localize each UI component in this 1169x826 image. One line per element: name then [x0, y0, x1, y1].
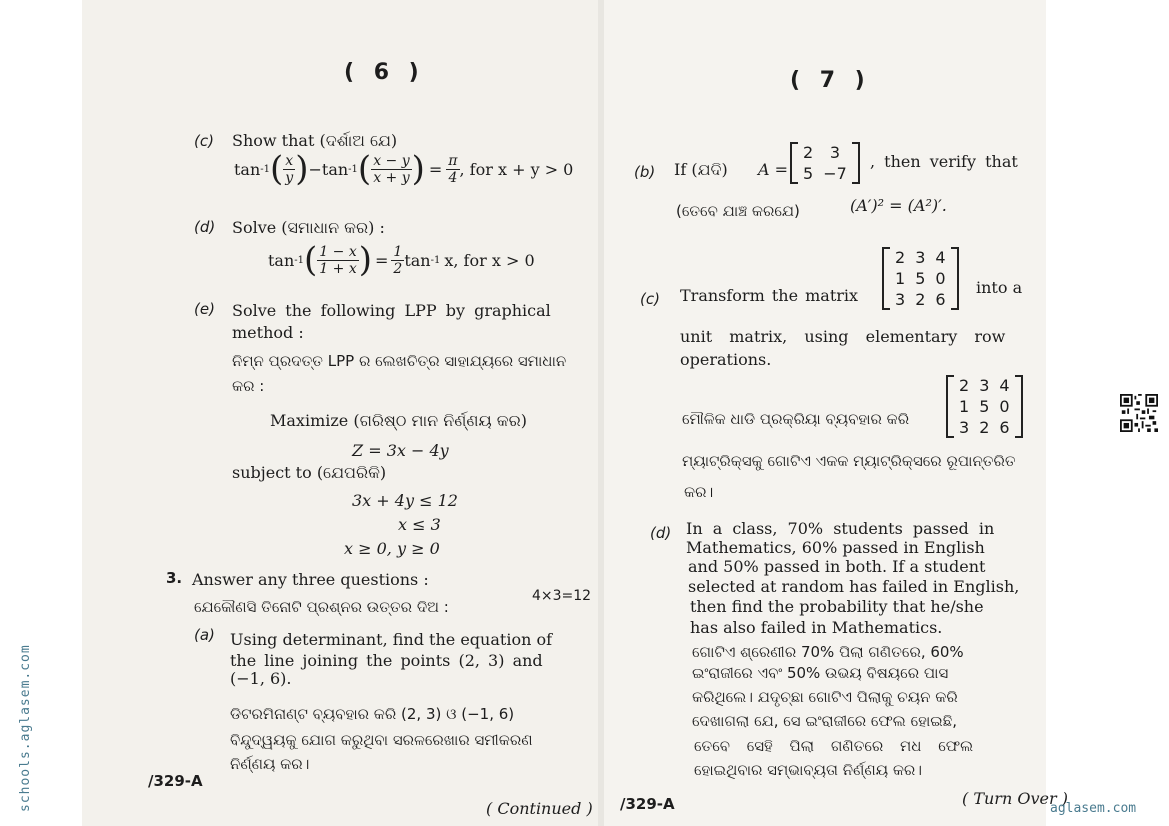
page-number: ( 6 )	[344, 60, 425, 85]
paper-code: /329-A	[148, 772, 203, 790]
question-label: (c)	[194, 132, 214, 150]
qr-code-icon	[1120, 394, 1158, 432]
question-label: (d)	[194, 218, 216, 236]
question-text: Solve the following LPP by graphical	[232, 301, 551, 320]
matrix-name: A =	[758, 160, 789, 179]
question-text: selected at random has failed in English,	[688, 577, 1020, 596]
watermark-bottom: aglasem.com	[1050, 801, 1137, 816]
odia-text: ମ୍ୟାଟ୍ରିକ୍ସକୁ ଗୋଟିଏ ଏକକ ମ୍ୟାଟ୍ରିକ୍ସରେ ରୂପାନ୍ତରିତ	[682, 452, 1016, 470]
odia-text: ଇଂରାଜୀରେ ଏବଂ 50% ଉଭୟ ବିଷୟରେ ପାସ	[692, 664, 949, 682]
question-text: If (ଯଦି)	[674, 160, 728, 179]
odia-text: କର।	[684, 483, 714, 501]
maximize-text: Maximize (ଗରିଷ୍ଠ ମାନ ନିର୍ଣ୍ଣୟ କର)	[270, 411, 527, 430]
odia-text: କରିଥିଲେ। ଯଦୃଚ୍ଛା ଗୋଟିଏ ପିଲାକୁ ଚୟନ କରି	[692, 688, 958, 706]
question-text: Transform the matrix	[680, 286, 859, 305]
constraint: x ≥ 0, y ≥ 0	[344, 539, 440, 558]
odia-text: ନିର୍ଣ୍ଣୟ କର।	[230, 755, 310, 773]
question-number: 3.	[166, 569, 183, 587]
turn-over-text: ( Turn Over )	[962, 789, 1068, 808]
subject-to: subject to (ଯେପରିକି)	[232, 463, 387, 482]
question-label: (b)	[634, 163, 656, 181]
odia-text: ଡିଟରମିନାଣ୍ଟ ବ୍ୟବହାର କରି (2, 3) ଓ (−1, 6)	[230, 705, 515, 723]
odia-text: ନିମ୍ନ ପ୍ରଦତ୍ତ LPP ର ଲେଖଚିତ୍ର ସାହାଯ୍ୟରେ ସମାଧାନ	[232, 352, 567, 370]
odia-text: ତେବେ ସେହି ପିଲା ଗଣିତରେ ମଧ ଫେଲ	[694, 737, 974, 755]
matrix-a: 2 3 5 −7	[790, 142, 860, 184]
watermark-side: schools.aglasem.com	[18, 644, 33, 812]
right-page	[604, 0, 1068, 826]
matrix-transform-odia: 2 3 4 1 5 0 3 2 6	[946, 375, 1023, 438]
odia-text: ଗୋଟିଏ ଶ୍ରେଣୀର 70% ପିଲା ଗଣିତରେ, 60%	[692, 643, 964, 661]
equation-c: tan -1 ( $\frac{x}{y}$ ) −tan -1 ( $\frac{x - y}{x + y}$ ) = $\frac{\pi}{4}$ , for x + y > 0	[234, 149, 574, 189]
continued-text: ( Continued )	[486, 799, 593, 818]
question-text: method :	[232, 323, 304, 342]
question-text: Mathematics, 60% passed in English	[686, 538, 985, 557]
equation-d: tan -1 ( $\frac{1 - x}{1 + x}$ ) = $\frac{1}{2}$ tan -1 x, for x > 0	[268, 240, 535, 280]
question-label: (e)	[194, 300, 215, 318]
question-text: Using determinant, find the equation of	[230, 630, 553, 649]
odia-text: ହୋଇଥିବାର ସମ୍ଭାବ୍ୟତା ନିର୍ଣ୍ଣୟ କର।	[694, 761, 923, 779]
constraint: 3x + 4y ≤ 12	[352, 491, 458, 510]
question-text: Answer any three questions :	[192, 570, 429, 589]
odia-text: (ତେବେ ଯାଞ୍ଚ କରଯେ)	[676, 202, 800, 220]
odia-text: ଯେକୌଣସି ତିନୋଟି ପ୍ରଶ୍ନର ଉତ୍ତର ଦିଅ :	[194, 598, 449, 616]
constraint: x ≤ 3	[398, 515, 441, 534]
question-text: has also failed in Mathematics.	[690, 618, 943, 637]
page-number: ( 7 )	[790, 68, 871, 93]
question-text: the line joining the points (2, 3) and	[230, 651, 543, 670]
question-label: (d)	[650, 524, 672, 542]
question-text: Show that (ଦର୍ଶାଅ ଯେ)	[232, 131, 398, 150]
question-text: (−1, 6).	[230, 669, 292, 688]
odia-text: ମୌଳିକ ଧାଡି ପ୍ରକ୍ରିୟା ବ୍ୟବହାର କରି	[682, 410, 910, 428]
question-text: In a class, 70% students passed in	[686, 519, 995, 538]
question-label: (a)	[194, 626, 215, 644]
marks: 4×3=12	[532, 588, 592, 604]
question-text: , then verify that	[870, 152, 1018, 171]
question-text: unit matrix, using elementary row	[680, 327, 1006, 346]
odia-text: ବିନ୍ଦୁଦ୍ୱୟକୁ ଯୋଗ କରୁଥିବା ସରଳରେଖାର ସମୀକରଣ	[230, 731, 533, 749]
odia-text: କର :	[232, 377, 265, 395]
formula: (A′)² = (A²)′.	[850, 196, 947, 215]
left-page	[82, 0, 598, 826]
question-text: operations.	[680, 350, 772, 369]
question-text: Solve (ସମାଧାନ କର) :	[232, 218, 385, 237]
question-label: (c)	[640, 290, 660, 308]
paper-code: /329-A	[620, 795, 675, 813]
question-text: into a	[976, 278, 1023, 297]
question-text: and 50% passed in both. If a student	[688, 557, 986, 576]
odia-text: ଦେଖାଗଲା ଯେ, ସେ ଇଂରାଜୀରେ ଫେଲ ହୋଇଛି,	[692, 712, 958, 730]
matrix-transform: 2 3 4 1 5 0 3 2 6	[882, 247, 959, 310]
question-text: then find the probability that he/she	[690, 597, 984, 616]
objective-function: Z = 3x − 4y	[352, 441, 449, 460]
